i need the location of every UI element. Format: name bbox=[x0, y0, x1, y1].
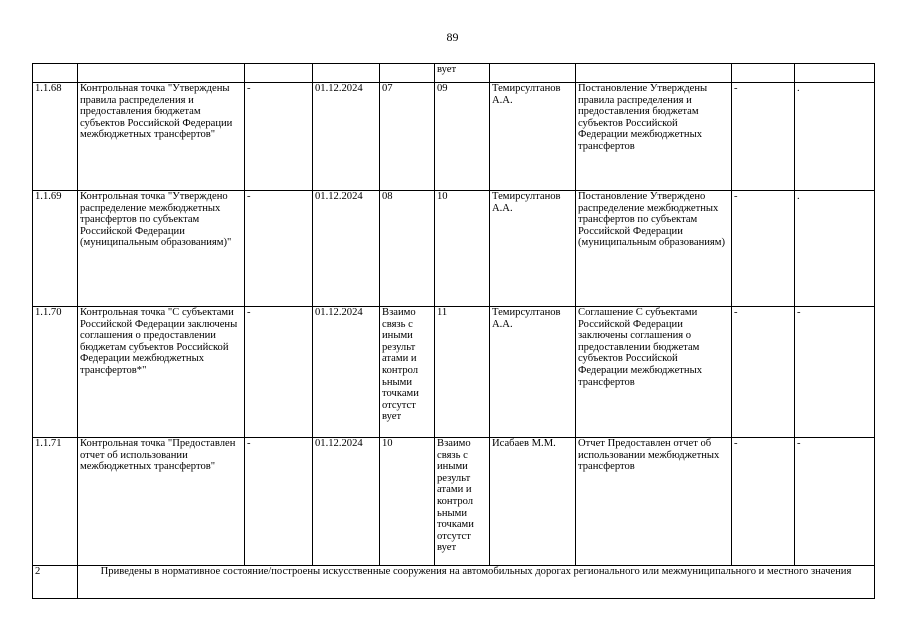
table-cell: - bbox=[732, 307, 795, 438]
table-cell: 10 bbox=[380, 438, 435, 566]
table-row bbox=[33, 83, 875, 191]
table-cell bbox=[245, 64, 313, 83]
table-cell: 10 bbox=[435, 191, 490, 307]
table-cell bbox=[795, 64, 875, 83]
document-description: Постановление Утверждены правила распределения и предоставления бюджетам субъектов Российской Федерации межбюджетных трансфертов bbox=[576, 83, 732, 191]
deadline-date: 01.12.2024 bbox=[313, 307, 380, 438]
control-point-name: Контрольная точка "Утверждено распределение межбюджетных трансфертов по субъектам Российской Федерации (муниципальным образованиям)" bbox=[78, 191, 245, 307]
table-cell: - bbox=[795, 438, 875, 566]
table-cell: вует bbox=[435, 64, 490, 83]
table-cell: 11 bbox=[435, 307, 490, 438]
deadline-date: 01.12.2024 bbox=[313, 191, 380, 307]
document-description: Постановление Утверждено распределение межбюджетных трансфертов по субъектам Российской Федерации (муниципальным образованиям) bbox=[576, 191, 732, 307]
control-point-name: Контрольная точка "Предоставлен отчет об использовании межбюджетных трансфертов" bbox=[78, 438, 245, 566]
table-cell bbox=[33, 64, 78, 83]
table-cell: 08 bbox=[380, 191, 435, 307]
document-description: Отчет Предоставлен отчет об использовании межбюджетных трансфертов bbox=[576, 438, 732, 566]
table-cell: - bbox=[795, 307, 875, 438]
table-row bbox=[33, 307, 875, 438]
table-cell: - bbox=[732, 191, 795, 307]
table-row bbox=[33, 438, 875, 566]
control-point-name: Контрольная точка "С субъектами Российской Федерации заключены соглашения о предоставлении бюджетам субъектов Российской Федерации межбюджетных трансфертов*" bbox=[78, 307, 245, 438]
table-cell: 07 bbox=[380, 83, 435, 191]
table-cell: 09 bbox=[435, 83, 490, 191]
deadline-date: 01.12.2024 bbox=[313, 438, 380, 566]
responsible-person: Темирсултанов А.А. bbox=[490, 307, 576, 438]
responsible-person: Темирсултанов А.А. bbox=[490, 83, 576, 191]
section-title: Приведены в нормативное состояние/построены искусственные сооружения на автомобильных дорогах регионального или межмуниципального и местного значения bbox=[78, 566, 875, 599]
section-number: 2 bbox=[33, 566, 78, 599]
control-point-name: Контрольная точка "Утверждены правила распределения и предоставления бюджетам субъектов Российской Федерации межбюджетных трансфертов" bbox=[78, 83, 245, 191]
table-cell bbox=[490, 64, 576, 83]
table-cell: - bbox=[245, 438, 313, 566]
document-description: Соглашение С субъектами Российской Федерации заключены соглашения о предоставлении бюджетам субъектов Российской Федерации межбюджетных трансфертов bbox=[576, 307, 732, 438]
row-number: 1.1.70 bbox=[33, 307, 78, 438]
table-cell bbox=[576, 64, 732, 83]
table-row bbox=[33, 64, 875, 83]
deadline-date: 01.12.2024 bbox=[313, 83, 380, 191]
table-cell: - bbox=[245, 307, 313, 438]
control-points-table bbox=[32, 63, 875, 599]
responsible-person: Темирсултанов А.А. bbox=[490, 191, 576, 307]
table-cell: . bbox=[795, 191, 875, 307]
table-cell: - bbox=[245, 83, 313, 191]
table-cell: Взаимо связь с иными результ атами и контрол ьными точками отсутст вует bbox=[380, 307, 435, 438]
row-number: 1.1.68 bbox=[33, 83, 78, 191]
table-cell: - bbox=[245, 191, 313, 307]
table-cell bbox=[380, 64, 435, 83]
table-cell bbox=[732, 64, 795, 83]
responsible-person: Исабаев М.М. bbox=[490, 438, 576, 566]
table-cell: Взаимо связь с иными результ атами и контрол ьными точками отсутст вует bbox=[435, 438, 490, 566]
table-cell: . bbox=[795, 83, 875, 191]
table-row bbox=[33, 191, 875, 307]
table-cell: - bbox=[732, 438, 795, 566]
row-number: 1.1.69 bbox=[33, 191, 78, 307]
table-cell bbox=[78, 64, 245, 83]
table-cell bbox=[313, 64, 380, 83]
row-number: 1.1.71 bbox=[33, 438, 78, 566]
page-number: 89 bbox=[446, 30, 459, 44]
table-cell: - bbox=[732, 83, 795, 191]
section-row bbox=[33, 566, 875, 599]
